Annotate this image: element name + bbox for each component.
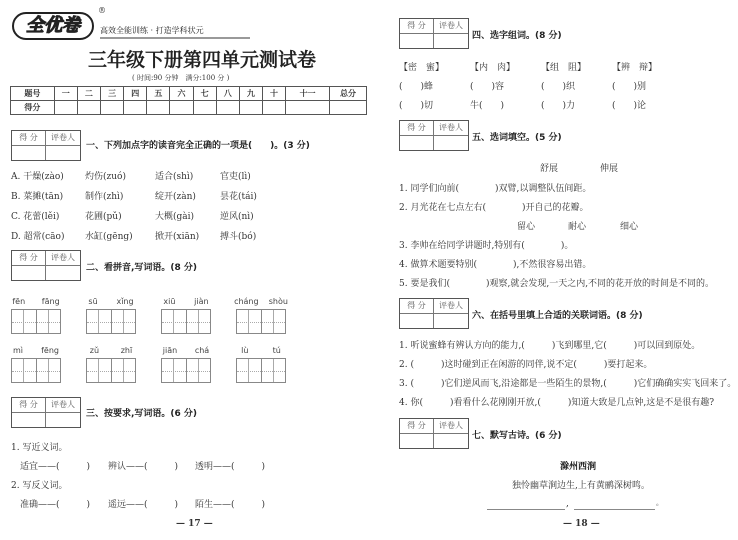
score-label: 得 分	[12, 131, 46, 146]
poem-line: 独怜幽草涧边生,上有黄鹂深树鸣。	[512, 481, 650, 491]
q1-option: 适合(shì)	[155, 172, 194, 182]
score-box-1	[11, 130, 81, 161]
q4-blank: ( )别	[612, 82, 647, 92]
writing-grid[interactable]	[161, 358, 211, 383]
q1-option[interactable]: C. 花蕾(lěi)	[11, 212, 60, 222]
q6-line: 4. 你( )看看什么花刚刚开放,( )知道大致是几点钟,这是不是很有趣?	[399, 398, 715, 408]
score-table-header: 总分	[330, 87, 367, 101]
q3-sub2: 2. 写反义词。	[11, 481, 68, 491]
writing-cell[interactable]	[162, 359, 187, 382]
q1-option[interactable]: B. 菜摊(tān)	[11, 192, 64, 202]
score-label: 得 分	[400, 419, 434, 434]
q1-option[interactable]: A. 干燥(zào)	[11, 172, 64, 182]
q3-item: 陌生——( )	[195, 500, 266, 510]
grader-label: 评卷人	[434, 19, 468, 34]
q5-line: 3. 李帅在给同学讲题时,特别有( )。	[399, 241, 574, 251]
score-label: 得 分	[400, 121, 434, 136]
grader-label: 评卷人	[46, 398, 80, 413]
q3-item: 遥远——( )	[108, 500, 179, 510]
pinyin-label	[81, 346, 141, 356]
writing-cell[interactable]	[262, 310, 286, 333]
q4-blank: ( )容	[470, 82, 505, 92]
q4-blank: ( )力	[541, 101, 576, 111]
score-table-header: 二	[77, 87, 100, 101]
score-cell[interactable]	[239, 101, 262, 115]
pinyin-syllable: zǔ	[89, 346, 100, 355]
char-choice: 【组 阻】	[541, 63, 587, 73]
q4-blank: ( )论	[612, 101, 647, 111]
pinyin-label	[231, 346, 291, 356]
grader-label: 评卷人	[46, 251, 80, 266]
q3-item: 辨认——( )	[108, 462, 179, 472]
pinyin-label	[156, 297, 216, 307]
writing-cell[interactable]	[162, 310, 187, 333]
score-box-3	[11, 397, 81, 428]
writing-cell[interactable]	[37, 359, 61, 382]
grader-label: 评卷人	[434, 419, 468, 434]
q3-item: 准确——( )	[20, 500, 91, 510]
q3-item: 适宜——( )	[20, 462, 91, 472]
q1-title: 一、下列加点字的读音完全正确的一项是( )。(3 分)	[86, 141, 310, 151]
poem-comma: ,	[566, 499, 569, 509]
score-box-7	[399, 418, 469, 449]
score-table-header: 八	[216, 87, 239, 101]
pinyin-syllable: xǐng	[116, 297, 134, 306]
q1-option: 搏斗(bó)	[220, 232, 257, 242]
writing-cell[interactable]	[87, 310, 112, 333]
writing-grid[interactable]	[86, 309, 136, 334]
q4-title: 四、选字组词。(8 分)	[472, 31, 562, 41]
q1-option: 官吏(lì)	[220, 172, 251, 182]
pinyin-syllable: chá	[194, 346, 210, 355]
q4-blank: 牛( )	[470, 101, 505, 111]
q1-option: 大概(gài)	[155, 212, 195, 222]
q1-option: 掀开(xiān)	[155, 232, 200, 242]
score-label: 得 分	[12, 251, 46, 266]
q1-option: 花圃(pǔ)	[85, 212, 122, 222]
q5-line: 2. 月光花在七点左右( )开自己的花瓣。	[399, 203, 589, 213]
score-table-header: 十一	[286, 87, 330, 101]
grader-label: 评卷人	[434, 299, 468, 314]
q3-title: 三、按要求,写词语。(6 分)	[86, 409, 198, 419]
page-number-left: — 17 —	[176, 519, 213, 529]
score-table-header: 九	[239, 87, 262, 101]
q4-blank: ( )蜂	[399, 82, 434, 92]
score-box-5	[399, 120, 469, 151]
writing-cell[interactable]	[12, 310, 37, 333]
word-choice: 留心	[517, 222, 536, 232]
pinyin-label	[6, 346, 66, 356]
score-cell[interactable]	[286, 101, 330, 115]
pinyin-label	[81, 297, 141, 307]
score-table-header: 一	[54, 87, 77, 101]
q3-sub1: 1. 写近义词。	[11, 443, 68, 453]
writing-cell[interactable]	[187, 359, 211, 382]
score-table-header: 十	[262, 87, 285, 101]
q3-item: 透明——( )	[195, 462, 266, 472]
answer-blank[interactable]	[574, 509, 655, 510]
pinyin-syllable: fēn	[12, 297, 26, 306]
score-box-6	[399, 298, 469, 329]
poem-period: 。	[656, 499, 663, 507]
writing-cell[interactable]	[112, 359, 136, 382]
score-label: 得 分	[400, 299, 434, 314]
q6-line: 1. 听说蜜蜂有辨认方向的能力,( )飞到哪里,它( )可以回到原处。	[399, 341, 701, 351]
score-table-header: 三	[101, 87, 124, 101]
q5-line: 1. 同学们向前( )双臂,以调整队伍间距。	[399, 184, 592, 194]
writing-cell[interactable]	[237, 359, 262, 382]
score-summary-table	[10, 86, 367, 115]
q5-title: 五、选词填空。(5 分)	[472, 133, 562, 143]
pinyin-syllable: fēng	[41, 346, 59, 355]
score-label: 得 分	[400, 19, 434, 34]
score-box-2	[11, 250, 81, 281]
score-table-header: 四	[124, 87, 147, 101]
writing-cell[interactable]	[237, 310, 262, 333]
brand-logo: 全优卷	[12, 12, 94, 40]
writing-cell[interactable]	[112, 310, 136, 333]
page-title: 三年级下册第四单元测试卷	[88, 49, 317, 71]
score-cell[interactable]	[147, 101, 170, 115]
pinyin-syllable: fāng	[41, 297, 60, 306]
score-table-header: 七	[193, 87, 216, 101]
char-choice: 【密 蜜】	[399, 63, 445, 73]
q1-option: 逆风(nì)	[220, 212, 254, 222]
writing-cell[interactable]	[187, 310, 211, 333]
score-cell[interactable]	[54, 101, 77, 115]
writing-cell[interactable]	[87, 359, 112, 382]
writing-grid[interactable]	[236, 358, 286, 383]
pinyin-syllable: mì	[13, 346, 24, 355]
pinyin-syllable: tú	[272, 346, 281, 355]
tagline: 高效全能训练 · 打造学科状元	[100, 26, 250, 39]
pinyin-syllable: shòu	[268, 297, 288, 306]
q4-blank: ( )切	[399, 101, 434, 111]
pinyin-syllable: xiū	[163, 297, 176, 306]
pinyin-syllable: jiān	[162, 346, 178, 355]
pinyin-syllable: jiàn	[194, 297, 209, 306]
writing-cell[interactable]	[262, 359, 286, 382]
q1-option: 水缸(gēng)	[85, 232, 133, 242]
score-box-4	[399, 18, 469, 49]
pinyin-syllable: cháng	[234, 297, 259, 306]
pinyin-label	[231, 297, 291, 307]
pinyin-label	[6, 297, 66, 307]
char-choice: 【辨 辩】	[612, 63, 658, 73]
q1-option: 灼伤(zuó)	[85, 172, 126, 182]
q1-option[interactable]: D. 超常(cāo)	[11, 232, 65, 242]
writing-cell[interactable]	[37, 310, 61, 333]
pinyin-syllable: lù	[241, 346, 249, 355]
writing-grid[interactable]	[86, 358, 136, 383]
word-choice: 细心	[620, 222, 639, 232]
score-cell[interactable]	[330, 101, 367, 115]
grader-label: 评卷人	[46, 131, 80, 146]
score-cell[interactable]	[170, 101, 193, 115]
poem-title: 滁州西涧	[560, 462, 597, 472]
q2-title: 二、看拼音,写词语。(8 分)	[86, 263, 198, 273]
q6-title: 六、在括号里填上合适的关联词语。(8 分)	[472, 311, 643, 321]
pinyin-label	[156, 346, 216, 356]
page-number-right: — 18 —	[563, 519, 600, 529]
score-table-header: 五	[147, 87, 170, 101]
word-choice: 舒展	[540, 164, 559, 174]
writing-cell[interactable]	[12, 359, 37, 382]
q6-line: 2. ( )这时碰到正在闲游的同伴,说不定( )要打起来。	[399, 360, 653, 370]
grader-label: 评卷人	[434, 121, 468, 136]
writing-grid[interactable]	[11, 309, 61, 334]
word-choice: 伸展	[600, 164, 619, 174]
writing-grid[interactable]	[161, 309, 211, 334]
q4-blank: ( )织	[541, 82, 576, 92]
word-choice: 耐心	[568, 222, 587, 232]
score-table-header: 题号	[11, 87, 55, 101]
score-cell[interactable]	[101, 101, 124, 115]
pinyin-syllable: zhī	[120, 346, 133, 355]
writing-grid[interactable]	[236, 309, 286, 334]
q5-line: 4. 做算术题要特别( ),不然很容易出错。	[399, 260, 592, 270]
score-table-header: 六	[170, 87, 193, 101]
score-cell[interactable]	[77, 101, 100, 115]
score-label: 得 分	[12, 398, 46, 413]
q7-title: 七、默写古诗。(6 分)	[472, 431, 562, 441]
exam-subtitle: ( 时间:90 分钟 满分:100 分 )	[132, 74, 230, 82]
q5-line: 5. 要是我们( )观察,就会发现,一天之内,不同的花开放的时间是不同的。	[399, 279, 715, 289]
char-choice: 【内 肉】	[470, 63, 516, 73]
q6-line: 3. ( )它们逆风而飞,沿途都是一些陌生的景物,( )它们确确实实飞回来了。	[399, 379, 737, 389]
score-cell[interactable]	[216, 101, 239, 115]
answer-blank[interactable]	[487, 509, 565, 510]
q1-option: 绽开(zàn)	[155, 192, 196, 202]
score-row-label: 得分	[11, 101, 55, 115]
q1-option: 制作(zhì)	[85, 192, 124, 202]
score-cell[interactable]	[124, 101, 147, 115]
registered-mark: ®	[98, 6, 106, 15]
writing-grid[interactable]	[11, 358, 61, 383]
q1-option: 昙花(tái)	[220, 192, 257, 202]
score-cell[interactable]	[262, 101, 285, 115]
score-cell[interactable]	[193, 101, 216, 115]
pinyin-syllable: sū	[88, 297, 98, 306]
